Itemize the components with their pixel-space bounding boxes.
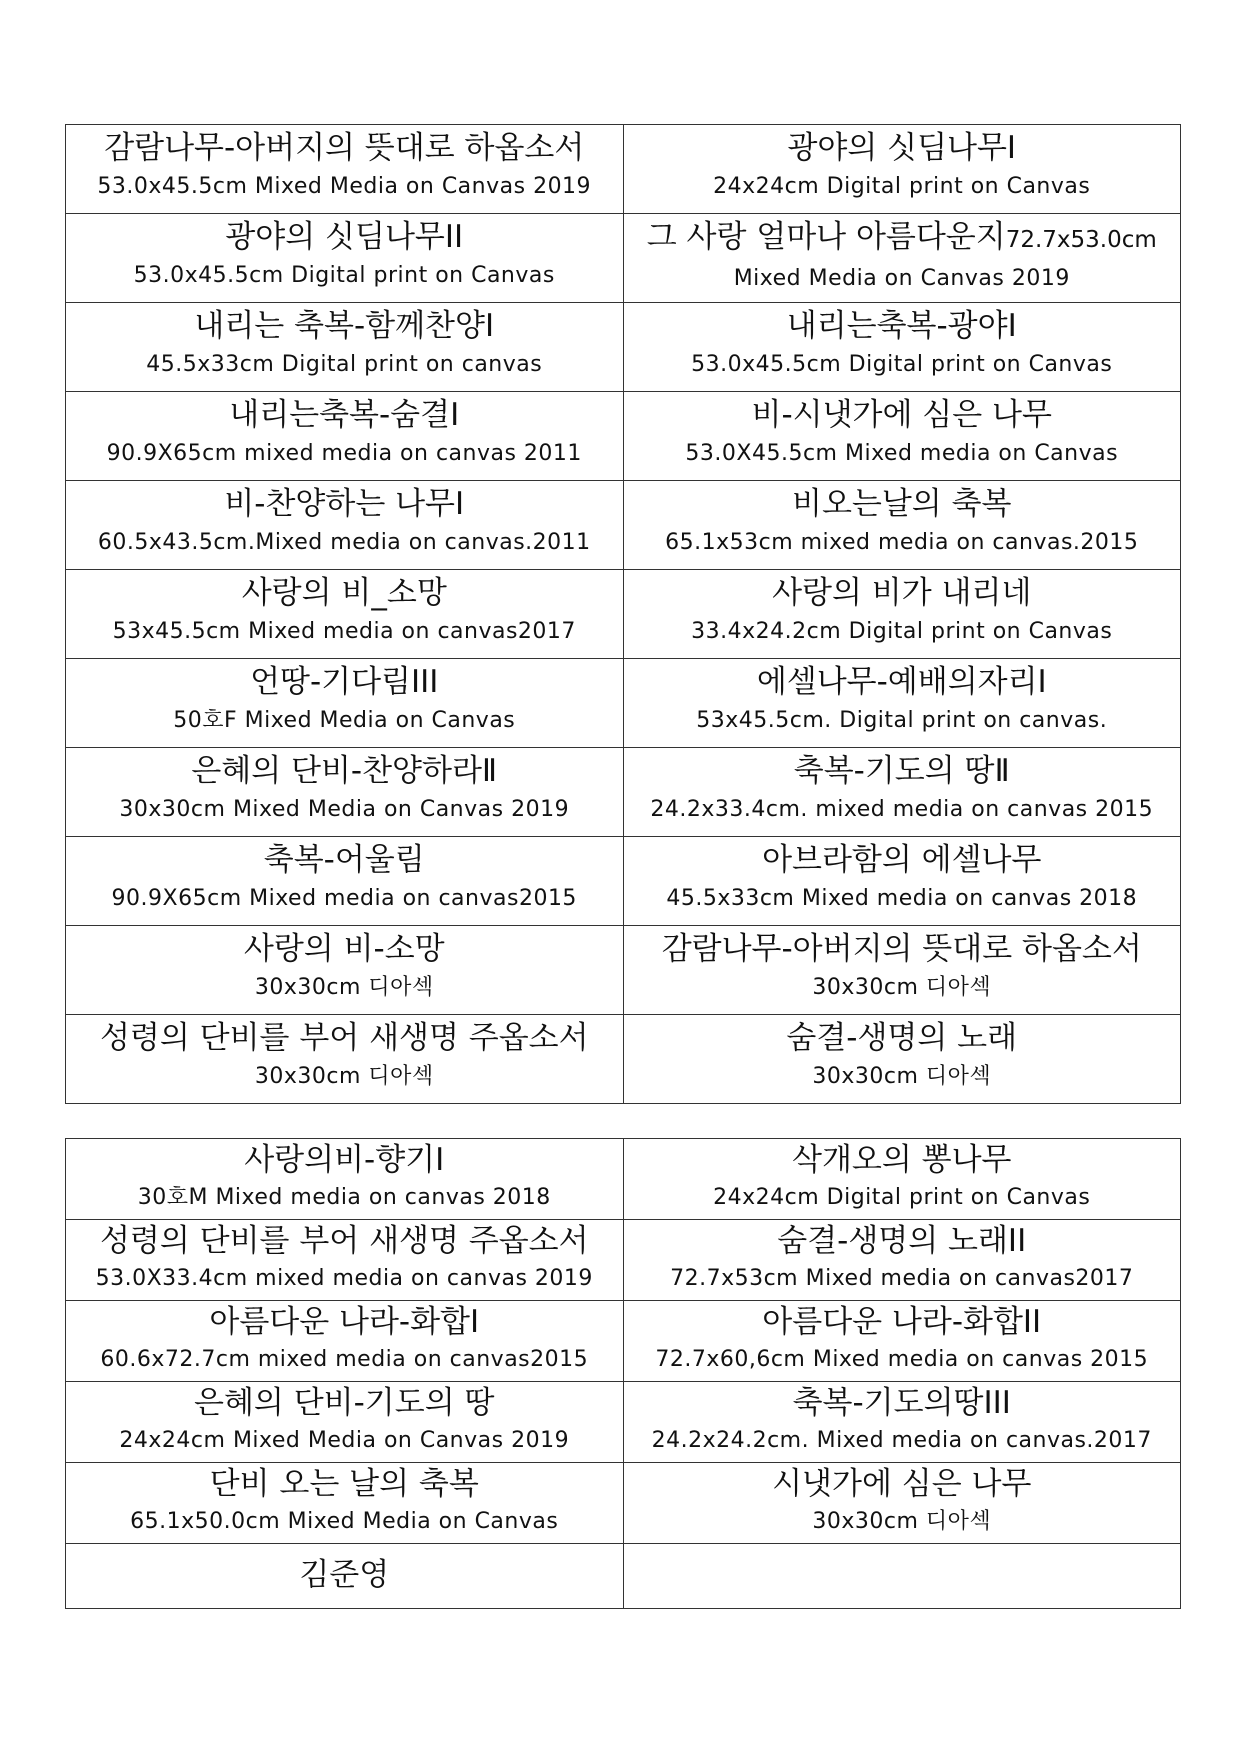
artwork-title: 감람나무-아버지의 뜻대로 하옵소서 bbox=[104, 130, 585, 166]
artwork-title: 내리는축복-숨결I bbox=[229, 397, 460, 433]
artwork-desc: 53.0x45.5cm Digital print on Canvas bbox=[133, 263, 555, 288]
table-row bbox=[66, 1382, 1181, 1463]
artwork-desc: 53.0X33.4cm mixed media on canvas 2019 bbox=[95, 1266, 593, 1291]
table-cell bbox=[623, 1463, 1181, 1544]
artwork-title: 단비 오는 날의 축복 bbox=[209, 1466, 479, 1502]
table-cell bbox=[623, 926, 1181, 1015]
artist-name: 김준영 bbox=[299, 1557, 390, 1593]
artwork-desc: 30x30cm 디아섹 bbox=[812, 1064, 992, 1089]
artwork-title: 은혜의 단비-찬양하라Ⅱ bbox=[191, 753, 498, 789]
table-row bbox=[66, 1544, 1181, 1609]
artwork-title: 성령의 단비를 부어 새생명 주옵소서 bbox=[99, 1223, 589, 1259]
artwork-title: 에셀나무-예배의자리I bbox=[756, 664, 1047, 700]
artwork-desc: 72.7x53cm Mixed media on canvas2017 bbox=[670, 1266, 1134, 1291]
table-cell bbox=[623, 303, 1181, 392]
artwork-desc: 90.9X65cm mixed media on canvas 2011 bbox=[106, 441, 582, 466]
artwork-desc: 45.5x33cm Mixed media on canvas 2018 bbox=[666, 886, 1138, 911]
artwork-title: 사랑의 비_소망 bbox=[241, 575, 447, 611]
artwork-title: 광야의 싯딤나무I bbox=[787, 130, 1017, 166]
artwork-desc: 72.7x60,6cm Mixed media on canvas 2015 bbox=[655, 1347, 1149, 1372]
artwork-title: 시냇가에 심은 나무 bbox=[772, 1466, 1032, 1502]
artwork-title: 삭개오의 뽕나무 bbox=[792, 1142, 1012, 1178]
table-row bbox=[66, 214, 1181, 303]
artwork-desc: 53x45.5cm Mixed media on canvas2017 bbox=[112, 619, 576, 644]
artwork-desc: 60.5x43.5cm.Mixed media on canvas.2011 bbox=[97, 530, 591, 555]
artwork-desc: 24x24cm Mixed Media on Canvas 2019 bbox=[119, 1428, 570, 1453]
artwork-title: 은혜의 단비-기도의 땅 bbox=[194, 1385, 495, 1421]
artwork-desc: 60.6x72.7cm mixed media on canvas2015 bbox=[100, 1347, 589, 1372]
artwork-desc: 33.4x24.2cm Digital print on Canvas bbox=[691, 619, 1113, 644]
table-cell bbox=[623, 1382, 1181, 1463]
table-cell bbox=[623, 570, 1181, 659]
table-cell bbox=[66, 1139, 624, 1220]
artwork-desc: 90.9X65cm Mixed media on canvas2015 bbox=[111, 886, 577, 911]
table-cell bbox=[66, 1220, 624, 1301]
artwork-title: 사랑의 비가 내리네 bbox=[772, 575, 1032, 611]
artwork-desc: 45.5x33cm Digital print on canvas bbox=[146, 352, 543, 377]
table-cell bbox=[66, 1301, 624, 1382]
artwork-desc: 30x30cm Mixed Media on Canvas 2019 bbox=[119, 797, 570, 822]
table-cell bbox=[66, 1463, 624, 1544]
artwork-title: 축복-기도의 땅Ⅱ bbox=[793, 753, 1010, 789]
table-cell bbox=[66, 1382, 624, 1463]
table-row bbox=[66, 125, 1181, 214]
artwork-table-1 bbox=[65, 124, 1181, 1104]
table-cell bbox=[623, 1301, 1181, 1382]
artwork-title: 비-찬양하는 나무I bbox=[224, 486, 465, 522]
artwork-title: 축복-어울림 bbox=[263, 842, 425, 878]
table-row bbox=[66, 392, 1181, 481]
artwork-title: 내리는축복-광야I bbox=[786, 308, 1017, 344]
artwork-title: 숨결-생명의 노래 bbox=[786, 1020, 1018, 1056]
artwork-desc: 30x30cm 디아섹 bbox=[254, 975, 434, 1000]
table-cell bbox=[623, 1139, 1181, 1220]
artwork-size: 72.7x53.0cm bbox=[1005, 227, 1157, 253]
table-row bbox=[66, 837, 1181, 926]
table-cell bbox=[66, 570, 624, 659]
table-cell bbox=[66, 659, 624, 748]
artwork-title bbox=[624, 1544, 1181, 1546]
artwork-desc: 30x30cm 디아섹 bbox=[254, 1064, 434, 1089]
table-row bbox=[66, 481, 1181, 570]
artwork-desc: 65.1x53cm mixed media on canvas.2015 bbox=[665, 530, 1139, 555]
table-cell bbox=[623, 748, 1181, 837]
table-row bbox=[66, 1463, 1181, 1544]
table-cell bbox=[66, 1544, 624, 1609]
table-cell bbox=[623, 214, 1181, 303]
artwork-title: 축복-기도의땅III bbox=[792, 1385, 1011, 1421]
table-cell bbox=[623, 1220, 1181, 1301]
table-cell bbox=[66, 392, 624, 481]
table-row bbox=[66, 1015, 1181, 1104]
artwork-title: 사랑의비-향기I bbox=[244, 1142, 445, 1178]
artwork-title: 비오는날의 축복 bbox=[792, 486, 1012, 522]
artwork-title: 비-시냇가에 심은 나무 bbox=[751, 397, 1052, 433]
artwork-desc: 24x24cm Digital print on Canvas bbox=[713, 174, 1091, 199]
table-cell bbox=[66, 303, 624, 392]
artwork-desc: 24.2x24.2cm. Mixed media on canvas.2017 bbox=[651, 1428, 1152, 1453]
artwork-desc: 30x30cm 디아섹 bbox=[812, 975, 992, 1000]
table-cell bbox=[623, 125, 1181, 214]
artwork-desc: 30호M Mixed media on canvas 2018 bbox=[137, 1185, 551, 1210]
table-row bbox=[66, 926, 1181, 1015]
table-cell bbox=[623, 837, 1181, 926]
artwork-title: 감람나무-아버지의 뜻대로 하옵소서 bbox=[661, 931, 1142, 967]
artwork-desc: 24x24cm Digital print on Canvas bbox=[713, 1185, 1091, 1210]
artwork-desc: 50호F Mixed Media on Canvas bbox=[173, 708, 516, 733]
table-cell bbox=[623, 659, 1181, 748]
table-cell bbox=[66, 926, 624, 1015]
artwork-table-1-body bbox=[66, 125, 1181, 1104]
artwork-desc: 30x30cm 디아섹 bbox=[812, 1509, 992, 1534]
table-cell bbox=[623, 392, 1181, 481]
artwork-title: 언땅-기다림III bbox=[250, 664, 439, 700]
artwork-desc: 53.0x45.5cm Mixed Media on Canvas 2019 bbox=[97, 174, 592, 199]
table-row bbox=[66, 303, 1181, 392]
artwork-title: 숨결-생명의 노래II bbox=[777, 1223, 1027, 1259]
artwork-title: 광야의 싯딤나무II bbox=[225, 219, 464, 255]
table-cell bbox=[623, 481, 1181, 570]
artwork-table-2-body bbox=[66, 1139, 1181, 1609]
artwork-title: 아브라함의 에셀나무 bbox=[762, 842, 1042, 878]
artwork-desc: 65.1x50.0cm Mixed Media on Canvas bbox=[130, 1509, 559, 1534]
artwork-desc: 53x45.5cm. Digital print on canvas. bbox=[696, 708, 1108, 733]
artwork-title-with-size bbox=[624, 214, 1181, 261]
table-row bbox=[66, 1139, 1181, 1220]
artwork-desc: 53.0x45.5cm Digital print on Canvas bbox=[691, 352, 1113, 377]
table-cell bbox=[66, 748, 624, 837]
table-row bbox=[66, 1301, 1181, 1382]
artwork-title: 사랑의 비-소망 bbox=[243, 931, 445, 967]
artwork-desc: 24.2x33.4cm. mixed media on canvas 2015 bbox=[650, 797, 1154, 822]
table-cell bbox=[66, 214, 624, 303]
artwork-title: 그 사랑 얼마나 아름다운지 bbox=[646, 219, 1006, 255]
table-cell bbox=[66, 481, 624, 570]
table-cell-empty bbox=[623, 1544, 1181, 1609]
table-row bbox=[66, 748, 1181, 837]
table-cell bbox=[66, 837, 624, 926]
artwork-desc: 53.0X45.5cm Mixed media on Canvas bbox=[685, 441, 1119, 466]
table-cell bbox=[623, 1015, 1181, 1104]
table-cell bbox=[66, 1015, 624, 1104]
artwork-desc: Mixed Media on Canvas 2019 bbox=[733, 266, 1070, 291]
artwork-title: 아름다운 나라-화합II bbox=[762, 1304, 1042, 1340]
artwork-table-2 bbox=[65, 1138, 1181, 1609]
artwork-title: 성령의 단비를 부어 새생명 주옵소서 bbox=[99, 1020, 589, 1056]
artwork-title: 내리는 축복-함께찬양I bbox=[194, 308, 495, 344]
table-row bbox=[66, 570, 1181, 659]
table-cell bbox=[66, 125, 624, 214]
table-row bbox=[66, 659, 1181, 748]
table-row bbox=[66, 1220, 1181, 1301]
artwork-title: 아름다운 나라-화합I bbox=[209, 1304, 480, 1340]
